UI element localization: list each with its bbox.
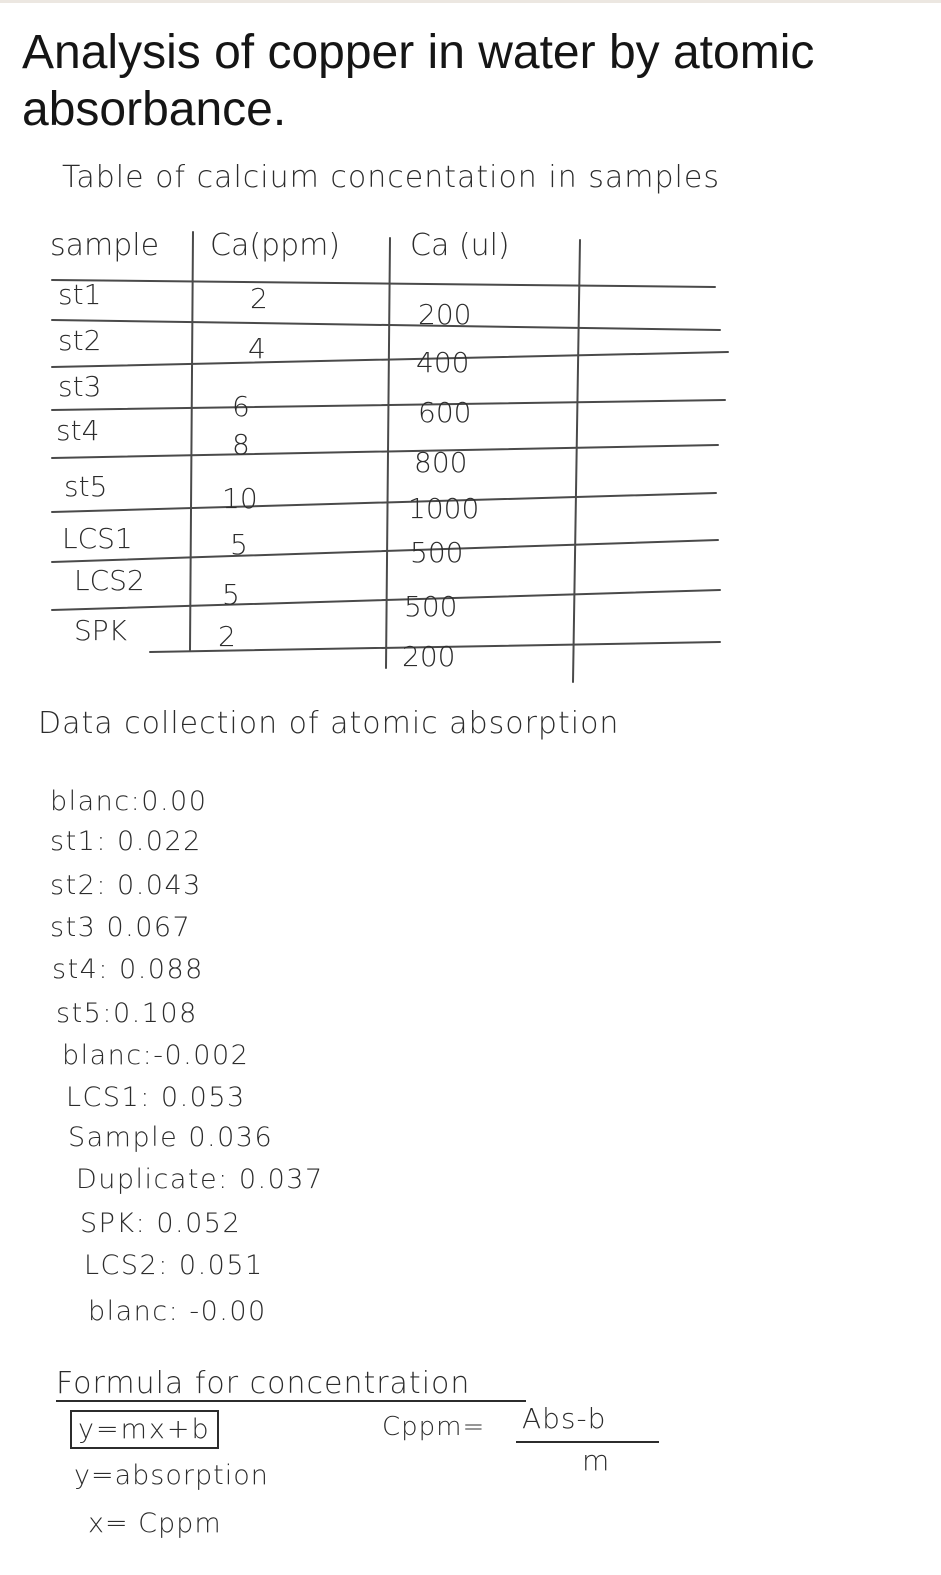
reading-label: blanc (62, 1040, 143, 1071)
reading-value: -0.002 (153, 1040, 250, 1071)
reading-item (50, 912, 191, 943)
table-header-sample: sample (50, 228, 160, 263)
reading-label: st3 (50, 912, 97, 943)
cppm-label: Cppm= (382, 1412, 486, 1442)
table-row-1-sample: st1 (58, 278, 102, 311)
table-row-5-ppm: 10 (222, 482, 258, 515)
reading-value: 0.052 (156, 1208, 242, 1239)
table-header-ul: Ca (ul) (410, 228, 510, 263)
reading-item (50, 786, 207, 817)
reading-label: LCS1 (66, 1082, 141, 1113)
reading-separator: : (135, 1208, 147, 1239)
reading-separator: : (218, 1164, 229, 1195)
table-row-5-sample: st5 (64, 470, 108, 503)
reading-value: 0.022 (117, 826, 202, 857)
reading-label: st5 (56, 998, 103, 1029)
table-row-6-ppm: 5 (230, 528, 248, 561)
reading-separator: : (168, 1296, 180, 1327)
equation-box: y=mx+b (70, 1410, 219, 1449)
fraction-numerator: Abs-b (522, 1402, 607, 1435)
reading-label: st2 (50, 870, 97, 901)
reading-value: 0.037 (238, 1164, 324, 1195)
table-heading: Table of calcium concentation in samples (62, 160, 720, 195)
table-row-2-ul: 400 (416, 346, 470, 379)
fraction-denominator: m (582, 1444, 610, 1477)
reading-item (50, 826, 202, 857)
reading-separator: : (102, 998, 113, 1029)
formula-heading-underline (56, 1400, 526, 1402)
table-row-6-sample: LCS1 (62, 522, 133, 555)
table-hline-1 (52, 280, 715, 287)
reading-item (52, 954, 204, 985)
reading-item (76, 1164, 324, 1195)
page-title: Analysis of copper in water by atomic absorbance. (22, 26, 815, 136)
table-row-2-ppm: 4 (248, 332, 266, 365)
table-hline-5 (52, 445, 718, 458)
table-vline-3 (573, 240, 580, 682)
reading-label: Sample (68, 1122, 179, 1153)
reading-label: Duplicate (76, 1164, 219, 1195)
table-row-7-ul: 500 (404, 590, 458, 623)
reading-value: 0.108 (112, 998, 198, 1029)
reading-item (56, 998, 198, 1029)
table-row-3-ul: 600 (418, 396, 472, 429)
formula-heading: Formula for concentration (56, 1366, 471, 1401)
fraction-bar (516, 1441, 659, 1443)
reading-label: st4 (52, 954, 99, 985)
reading-value: 0.00 (141, 786, 208, 817)
table-hline-7 (52, 540, 718, 562)
table-row-4-ul: 800 (414, 446, 468, 479)
table-header-ppm: Ca(ppm) (210, 228, 341, 263)
table-hline-3 (52, 352, 728, 367)
reading-separator: : (96, 870, 107, 901)
table-row-4-ppm: 8 (232, 428, 250, 461)
table-row-2-sample: st2 (58, 324, 102, 357)
reading-label: LCS2 (84, 1250, 159, 1281)
reading-label: blanc (50, 786, 131, 817)
table-row-8-sample: SPK (74, 614, 128, 647)
reading-separator: : (130, 786, 142, 817)
reading-label: st1 (50, 826, 97, 857)
table-row-1-ul: 200 (418, 298, 472, 331)
table-row-5-ul: 1000 (408, 492, 480, 525)
reading-item (66, 1082, 246, 1113)
reading-item (62, 1040, 249, 1071)
table-row-3-ppm: 6 (232, 390, 250, 423)
table-row-6-ul: 500 (410, 536, 464, 569)
reading-value: 0.051 (178, 1250, 264, 1281)
reading-item (80, 1208, 241, 1239)
reading-label: blanc (88, 1296, 169, 1327)
reading-item (84, 1250, 264, 1281)
reading-value: 0.067 (106, 912, 192, 943)
table-vline-1 (190, 232, 193, 650)
data-collection-heading: Data collection of atomic absorption (38, 706, 620, 741)
table-row-1-ppm: 2 (250, 282, 268, 315)
table-row-3-sample: st3 (58, 370, 102, 403)
table-vline-2 (386, 238, 390, 668)
table-row-4-sample: st4 (56, 414, 100, 447)
table-row-7-ppm: 5 (222, 578, 240, 611)
table-hline-2 (52, 320, 720, 330)
table-hline-6 (52, 493, 716, 512)
reading-label: SPK (80, 1208, 136, 1239)
reading-item (50, 870, 202, 901)
reading-value: -0.00 (189, 1296, 267, 1327)
reading-value: 0.036 (188, 1122, 274, 1153)
reading-separator: : (98, 954, 109, 985)
reading-item (88, 1296, 267, 1327)
table-row-8-ppm: 2 (218, 620, 236, 653)
x-definition: x= Cppm (88, 1508, 222, 1539)
reading-separator: : (158, 1250, 169, 1281)
reading-value: 0.043 (117, 870, 202, 901)
reading-value: 0.088 (119, 954, 204, 985)
reading-separator: : (142, 1040, 154, 1071)
reading-separator: : (140, 1082, 151, 1113)
table-row-7-sample: LCS2 (74, 564, 145, 597)
table-row-8-ul: 200 (402, 640, 456, 673)
y-definition: y=absorption (74, 1460, 269, 1491)
reading-value: 0.053 (160, 1082, 246, 1113)
reading-separator: : (96, 826, 107, 857)
reading-item (68, 1122, 273, 1153)
